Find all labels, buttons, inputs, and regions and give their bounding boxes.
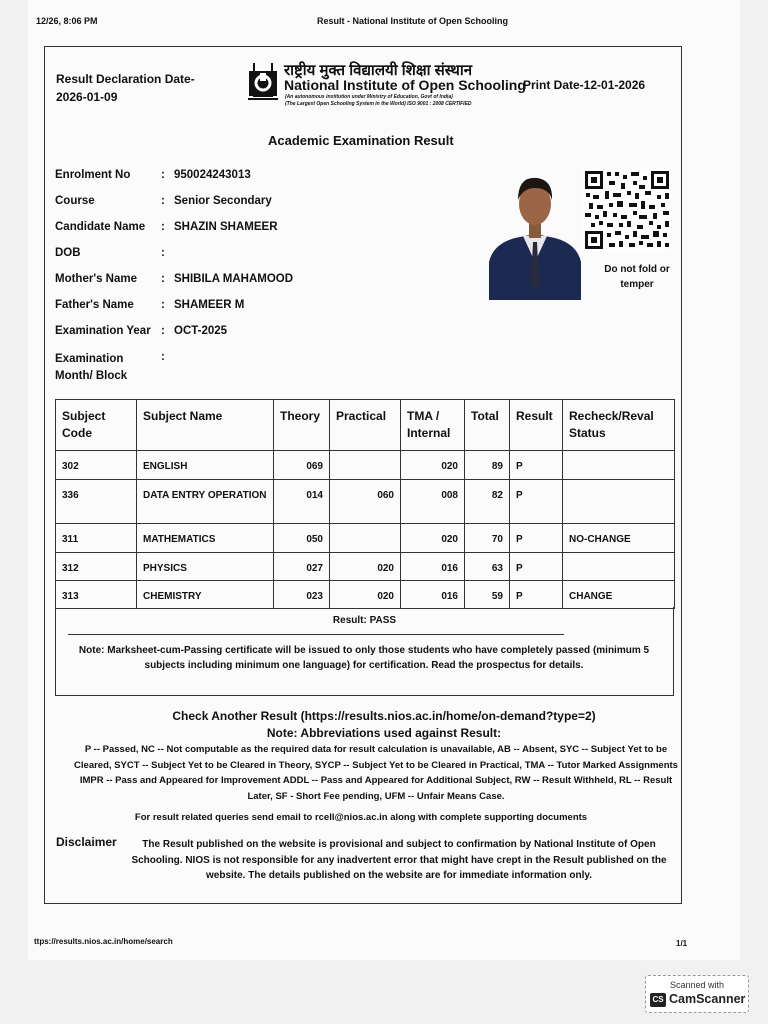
divider [68, 634, 564, 635]
declaration-label: Result Declaration Date- [56, 72, 195, 86]
total-marks: 82 [465, 480, 510, 524]
practical-marks: 020 [330, 581, 401, 609]
practical-marks: 060 [330, 480, 401, 524]
print-page-number: 1/1 [676, 939, 688, 948]
subject-code: 311 [56, 524, 137, 553]
candidate-name-value: SHAZIN SHAMEER [174, 221, 278, 233]
theory-marks: 069 [274, 451, 330, 480]
declaration-date [56, 70, 195, 106]
recheck-status [563, 451, 675, 480]
total-marks: 63 [465, 553, 510, 581]
abbreviations-heading: Note: Abbreviations used against Result: [266, 726, 502, 740]
theory-marks: 023 [274, 581, 330, 609]
theory-marks: 014 [274, 480, 330, 524]
tma-marks: 020 [401, 524, 465, 553]
abbreviations-text: P -- Passed, NC -- Not computable as the required data for result calculation is unavailable, AB -- Absent, SYC -- Subject Yet to be Cleared, SYCT -- Subject Yet to be Cleared in Theory, SYCP -- Subject Yet to be Cleared in Practical, TMA -- Tutor Marked Assignments IMPR -- Pass and Appeared for Improvement ADDL -- Pass and Appeared for Additional Subject, RW -- Result Withheld, RL -- Result Later, SF - Short Fee pending, UFM -- Unfair Means Case. [74, 744, 678, 802]
total-marks: 59 [465, 581, 510, 609]
institute-name-hindi: राष्ट्रीय मुक्त विद्यालयी शिक्षा संस्थान [284, 62, 473, 79]
institute-certification: (The Largest Open Schooling System in the World) ISO 9001 : 2008 CERTIFIED [285, 101, 472, 107]
result-code: P [510, 480, 563, 524]
disclaimer-label: Disclaimer [56, 835, 117, 849]
subject-code: 312 [56, 553, 137, 581]
subject-code: 313 [56, 581, 137, 609]
results-table [55, 399, 675, 609]
result-code: P [510, 451, 563, 480]
column-header: Theory [274, 400, 330, 451]
exam-year-label: Examination Year [55, 325, 151, 337]
subject-code: 336 [56, 480, 137, 524]
table-row [56, 524, 675, 553]
course-value: Senior Secondary [174, 195, 272, 207]
check-another-result: Check Another Result (https://results.nios.ac.in/home/on-demand?type=2) [172, 709, 596, 723]
recheck-status [563, 553, 675, 581]
father-name-label: Father's Name [55, 299, 134, 311]
overall-result: Result: PASS [332, 615, 397, 626]
table-row [56, 451, 675, 480]
enrolment-label: Enrolment No [55, 169, 131, 181]
column-header: Subject Code [56, 400, 137, 451]
print-page-title: Result - National Institute of Open Schooling [317, 16, 508, 26]
page-title: Academic Examination Result [268, 133, 454, 148]
total-marks: 89 [465, 451, 510, 480]
practical-marks [330, 524, 401, 553]
certificate-note: Note: Marksheet-cum-Passing certificate will be issued to only those students who have completely passed (minimum 5 subjects including minimum one language) for certification. Read the prospectus for details. [78, 645, 650, 671]
print-date: Print Date-12-01-2026 [523, 78, 646, 92]
camscanner-icon: CS [650, 993, 666, 1007]
column-header: TMA / Internal [401, 400, 465, 451]
tma-marks: 008 [401, 480, 465, 524]
father-name-value: SHAMEER M [174, 299, 245, 311]
table-header-row [56, 400, 675, 451]
result-code: P [510, 553, 563, 581]
candidate-photo [489, 166, 581, 300]
print-datetime: 12/26, 8:06 PM [36, 16, 98, 26]
total-marks: 70 [465, 524, 510, 553]
subject-name: ENGLISH [137, 451, 274, 480]
recheck-status [563, 480, 675, 524]
result-code: P [510, 524, 563, 553]
declaration-value: 2026-01-09 [56, 90, 118, 104]
dob-label: DOB [55, 247, 81, 259]
table-row [56, 480, 675, 524]
subject-name: CHEMISTRY [137, 581, 274, 609]
institute-subtitle: (An autonomous institution under Ministry of Education, Govt of India) [285, 94, 453, 100]
theory-marks: 027 [274, 553, 330, 581]
column-header: Practical [330, 400, 401, 451]
result-note-box [55, 607, 674, 696]
candidate-name-label: Candidate Name [55, 221, 146, 233]
disclaimer-text: The Result published on the website is provisional and subject to confirmation by National Institute of Open Schooling. NIOS is not responsible for any inadvertent error that might have crept in the Result published on the website. The details published on the website are for immediate information only. [131, 839, 667, 881]
recheck-status: NO-CHANGE [563, 524, 675, 553]
column-header: Recheck/Reval Status [563, 400, 675, 451]
mother-name-label: Mother's Name [55, 273, 137, 285]
subject-name: PHYSICS [137, 553, 274, 581]
theory-marks: 050 [274, 524, 330, 553]
do-not-fold-note: Do not fold or temper [604, 264, 670, 290]
course-label: Course [55, 195, 95, 207]
exam-year-value: OCT-2025 [174, 325, 228, 337]
recheck-status: CHANGE [563, 581, 675, 609]
tma-marks: 016 [401, 581, 465, 609]
subject-name: MATHEMATICS [137, 524, 274, 553]
subject-name: DATA ENTRY OPERATION [137, 480, 274, 524]
table-row [56, 581, 675, 609]
nios-logo-icon [246, 62, 280, 104]
camscanner-name: CamScanner [669, 992, 746, 1006]
column-header: Result [510, 400, 563, 451]
print-footer-url: ttps://results.nios.ac.in/home/search [34, 937, 173, 946]
result-code: P [510, 581, 563, 609]
tma-marks: 016 [401, 553, 465, 581]
table-row [56, 553, 675, 581]
enrolment-value: 950024243013 [174, 169, 251, 181]
institute-name-english: National Institute of Open Schooling [284, 77, 526, 93]
tma-marks: 020 [401, 451, 465, 480]
subject-code: 302 [56, 451, 137, 480]
exam-block-label: Examination Month/ Block [55, 353, 128, 382]
column-header: Total [465, 400, 510, 451]
column-header: Subject Name [137, 400, 274, 451]
qr-code [583, 169, 671, 251]
scanned-with-label: Scanned with [669, 980, 725, 990]
camscanner-watermark [645, 975, 749, 1013]
mother-name-value: SHIBILA MAHAMOOD [174, 273, 294, 285]
practical-marks: 020 [330, 553, 401, 581]
practical-marks [330, 451, 401, 480]
email-note: For result related queries send email to rcell@nios.ac.in along with complete supporting documents [134, 812, 588, 823]
